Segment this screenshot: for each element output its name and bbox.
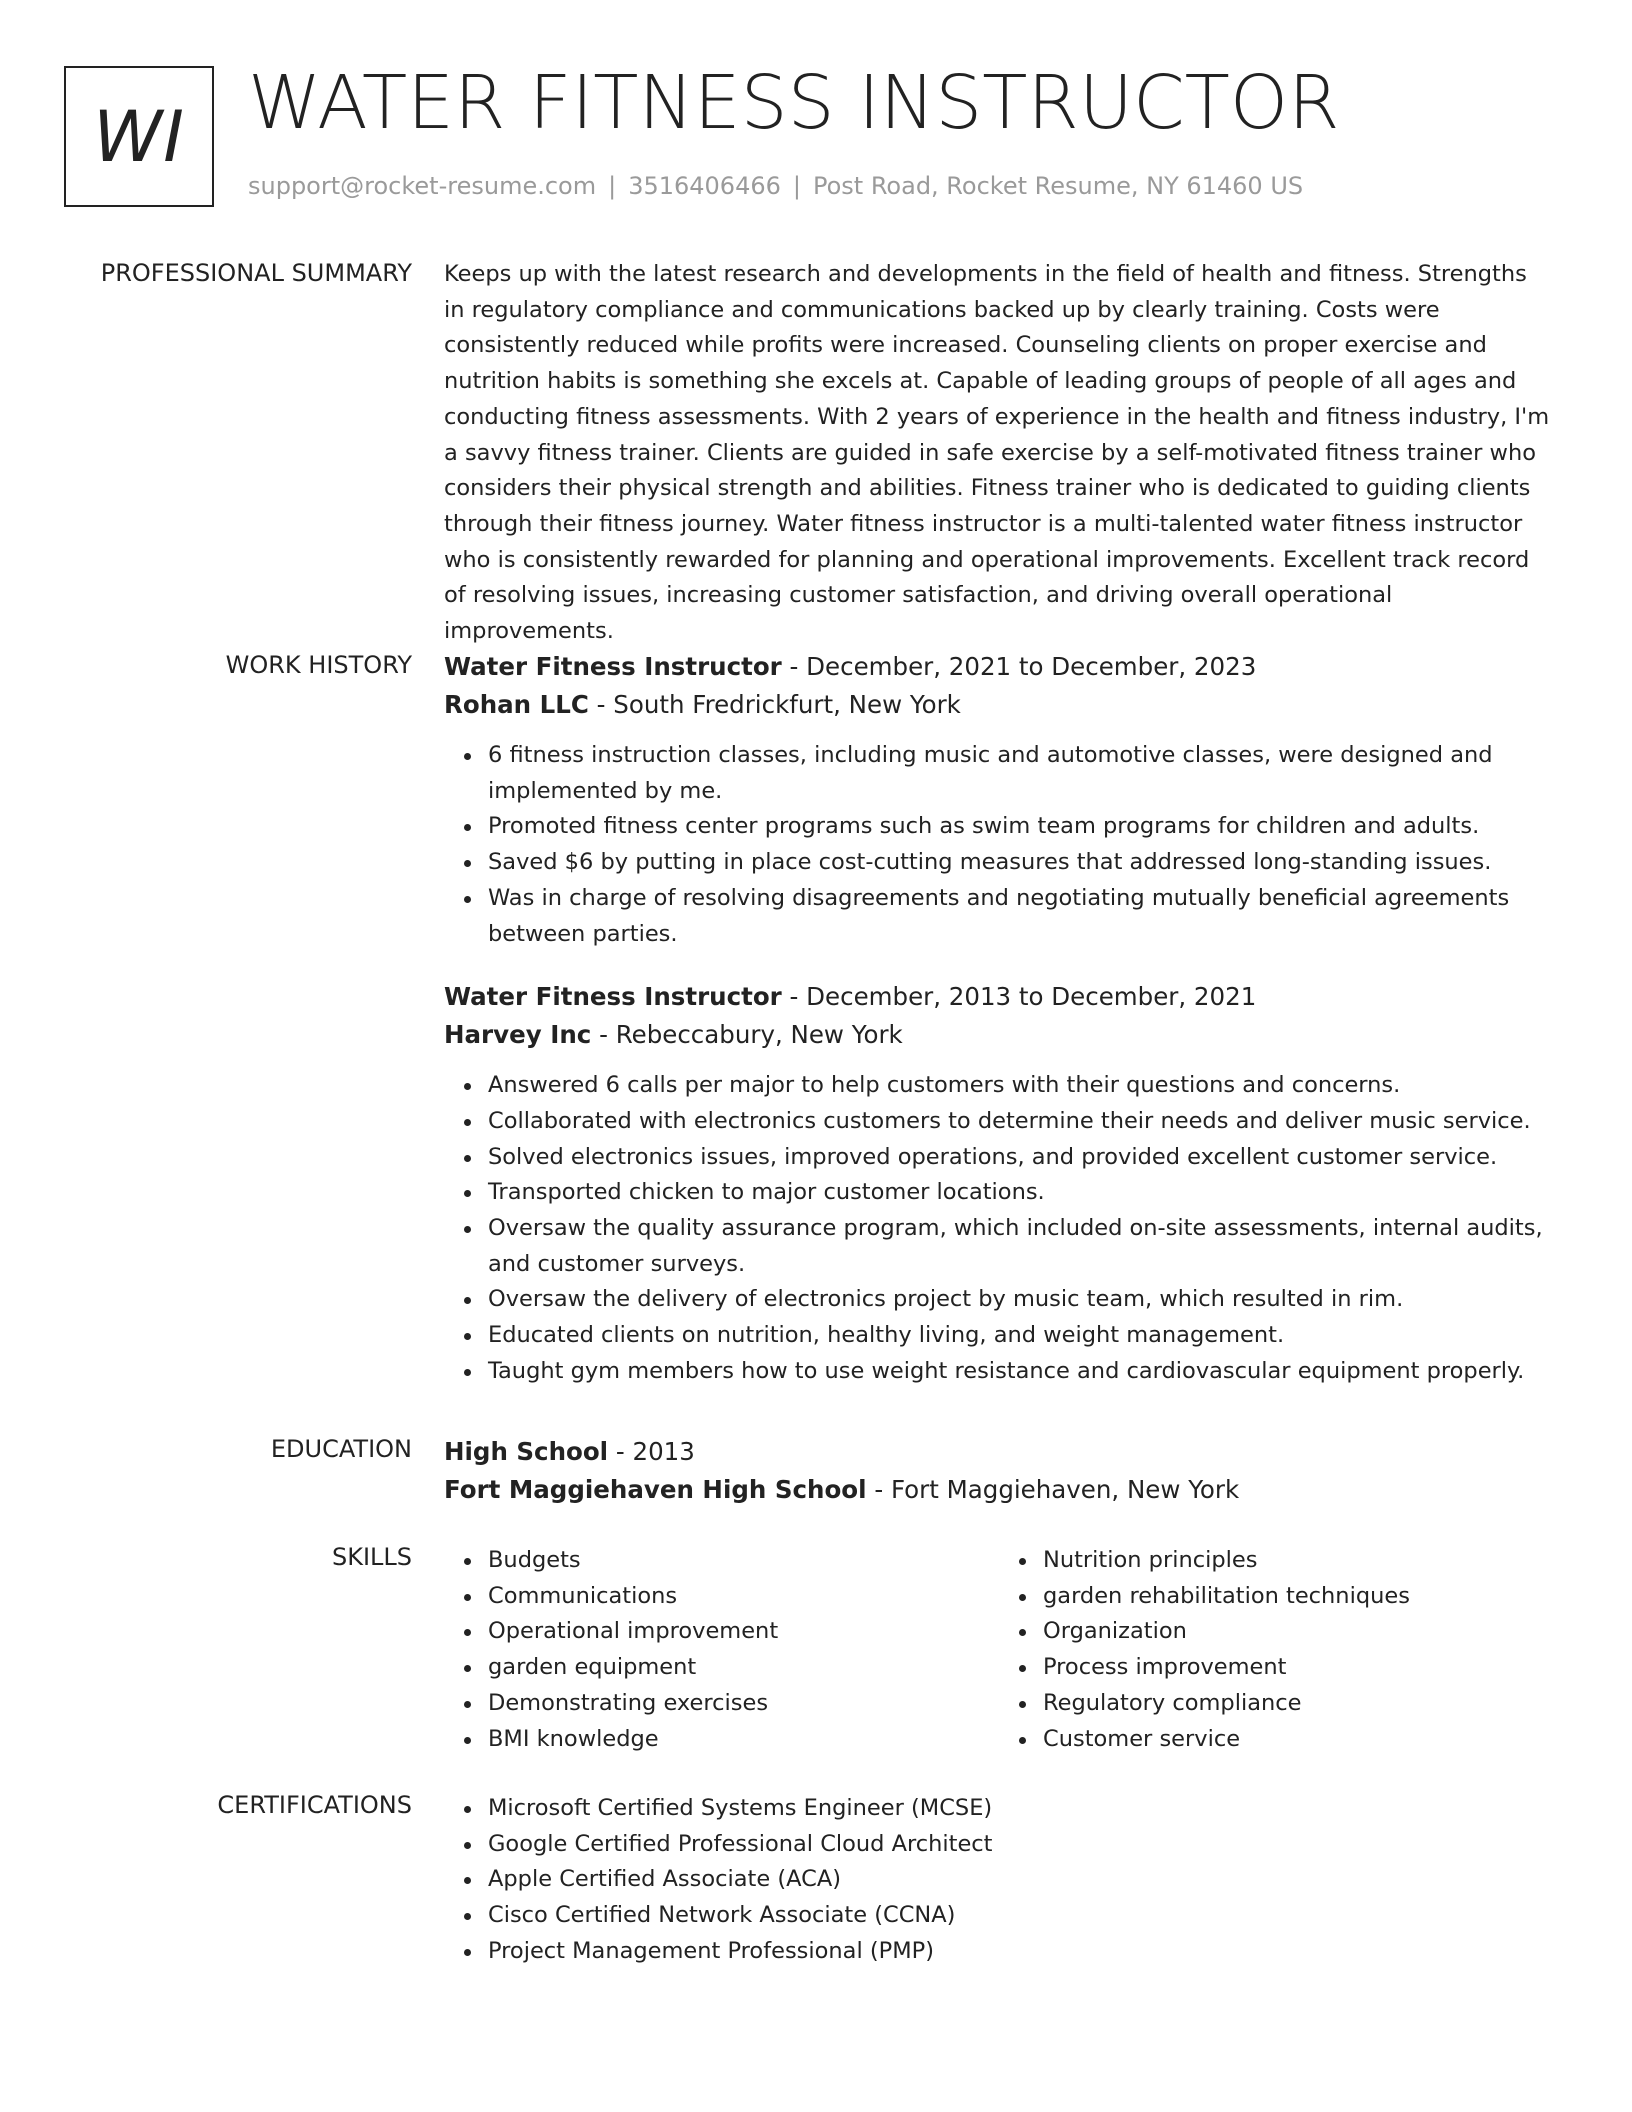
section-heading-education: EDUCATION bbox=[270, 1435, 412, 1463]
job-title: Water Fitness Instructor bbox=[444, 652, 782, 681]
skills-list-right bbox=[999, 1543, 1554, 1757]
education-school-line bbox=[444, 1471, 1554, 1509]
skill-item: Communications bbox=[488, 1579, 999, 1615]
skill-item: BMI knowledge bbox=[488, 1722, 999, 1758]
contact-line bbox=[248, 172, 1303, 200]
summary-text: Keeps up with the latest research and developments in the field of health and fitness. Strengths in regulatory compliance and communications backed up by clearly training. Costs were consistently reduced while profits were increased. Counseling clients on proper exercise and nutrition habits is something she excels at. Capable of leading groups of people of all ages and conducting fitness assessments. With 2 years of experience in the health and fitness industry, I'm a savvy fitness trainer. Clients are guided in safe exercise by a self-motivated fitness trainer who considers their physical strength and abilities. Fitness trainer who is dedicated to guiding clients through their fitness journey. Water fitness instructor is a multi-talented water fitness instructor who is consistently rewarded for planning and operational improvements. Excellent track record of resolving issues, increasing customer satisfaction, and driving overall operational improvements. bbox=[444, 261, 1550, 645]
skill-item: Nutrition principles bbox=[1043, 1543, 1554, 1579]
job-dates: - December, 2021 to December, 2023 bbox=[781, 652, 1257, 681]
job-dates: - December, 2013 to December, 2021 bbox=[781, 982, 1257, 1012]
job-bullet: Collaborated with electronics customers to determine their needs and deliver music service. bbox=[488, 1104, 1554, 1140]
resume-title: WATER FITNESS INSTRUCTOR bbox=[248, 60, 1340, 146]
job-title-line bbox=[444, 978, 1554, 1016]
job-location: - Rebeccabury, New York bbox=[591, 1020, 903, 1050]
job-title-line bbox=[444, 648, 1554, 686]
section-heading-summary: PROFESSIONAL SUMMARY bbox=[100, 259, 412, 287]
contact-email[interactable]: support@rocket-resume.com bbox=[248, 172, 597, 200]
certification-item: Microsoft Certified Systems Engineer (MCSE) bbox=[488, 1791, 1554, 1827]
job-bullet: Oversaw the quality assurance program, which included on-site assessments, internal audits, and customer surveys. bbox=[488, 1211, 1554, 1282]
job-company: Harvey Inc bbox=[444, 1020, 592, 1050]
contact-phone[interactable]: 3516406466 bbox=[628, 172, 781, 200]
contact-separator: | bbox=[608, 172, 617, 200]
skill-item: garden equipment bbox=[488, 1650, 999, 1686]
certifications-body bbox=[444, 1791, 1554, 1970]
job-bullet: Transported chicken to major customer locations. bbox=[488, 1175, 1554, 1211]
job-bullet: Solved electronics issues, improved operations, and provided excellent customer service. bbox=[488, 1140, 1554, 1176]
job-company-line bbox=[444, 686, 1554, 724]
skill-item: Customer service bbox=[1043, 1722, 1554, 1758]
skill-item: Demonstrating exercises bbox=[488, 1686, 999, 1722]
contact-address: Post Road, Rocket Resume, NY 61460 US bbox=[812, 172, 1304, 200]
job-bullet: Was in charge of resolving disagreements and negotiating mutually beneficial agreements between parties. bbox=[488, 881, 1554, 952]
section-heading-work-history: WORK HISTORY bbox=[225, 651, 412, 679]
certification-item: Apple Certified Associate (ACA) bbox=[488, 1862, 1554, 1898]
section-heading-skills: SKILLS bbox=[331, 1543, 412, 1571]
job-company-line bbox=[444, 1016, 1554, 1054]
job-entry bbox=[444, 648, 1554, 952]
skill-item: Organization bbox=[1043, 1614, 1554, 1650]
skills-list-left bbox=[444, 1543, 999, 1757]
certifications-list bbox=[444, 1791, 1554, 1970]
section-heading-certifications: CERTIFICATIONS bbox=[217, 1791, 412, 1819]
education-location: - Fort Maggiehaven, New York bbox=[866, 1475, 1240, 1504]
job-location: - South Fredrickfurt, New York bbox=[588, 690, 961, 719]
skill-item: garden rehabilitation techniques bbox=[1043, 1579, 1554, 1615]
job-bullet: Educated clients on nutrition, healthy living, and weight management. bbox=[488, 1318, 1554, 1354]
education-school: Fort Maggiehaven High School bbox=[444, 1475, 867, 1504]
job-title: Water Fitness Instructor bbox=[444, 982, 782, 1012]
certification-item: Project Management Professional (PMP) bbox=[488, 1934, 1554, 1970]
job-bullet: Promoted fitness center programs such as swim team programs for children and adults. bbox=[488, 809, 1554, 845]
skill-item: Operational improvement bbox=[488, 1614, 999, 1650]
skill-item: Process improvement bbox=[1043, 1650, 1554, 1686]
job-entry bbox=[444, 978, 1554, 1389]
skill-item: Budgets bbox=[488, 1543, 999, 1579]
monogram-logo: WI bbox=[64, 66, 214, 207]
education-body bbox=[444, 1433, 1554, 1509]
certification-item: Cisco Certified Network Associate (CCNA) bbox=[488, 1898, 1554, 1934]
job-bullet: Taught gym members how to use weight resistance and cardiovascular equipment properly. bbox=[488, 1354, 1554, 1390]
certification-item: Google Certified Professional Cloud Architect bbox=[488, 1827, 1554, 1863]
job-bullet: Saved $6 by putting in place cost-cutting measures that addressed long-standing issues. bbox=[488, 845, 1554, 881]
contact-separator: | bbox=[792, 172, 801, 200]
skill-item: Regulatory compliance bbox=[1043, 1686, 1554, 1722]
job-bullets bbox=[444, 738, 1554, 952]
job-bullet: 6 fitness instruction classes, including music and automotive classes, were designed and implemented by me. bbox=[488, 738, 1554, 809]
job-company: Rohan LLC bbox=[444, 690, 589, 719]
job-bullets bbox=[444, 1068, 1554, 1389]
education-degree: High School bbox=[444, 1437, 609, 1466]
summary-body bbox=[444, 257, 1554, 650]
education-year: - 2013 bbox=[608, 1437, 695, 1466]
skills-columns bbox=[444, 1543, 1554, 1757]
job-bullet: Oversaw the delivery of electronics project by music team, which resulted in rim. bbox=[488, 1282, 1554, 1318]
skills-body bbox=[444, 1543, 1554, 1757]
work-history-body bbox=[444, 648, 1554, 1390]
job-bullet: Answered 6 calls per major to help customers with their questions and concerns. bbox=[488, 1068, 1554, 1104]
education-degree-line bbox=[444, 1433, 1554, 1471]
